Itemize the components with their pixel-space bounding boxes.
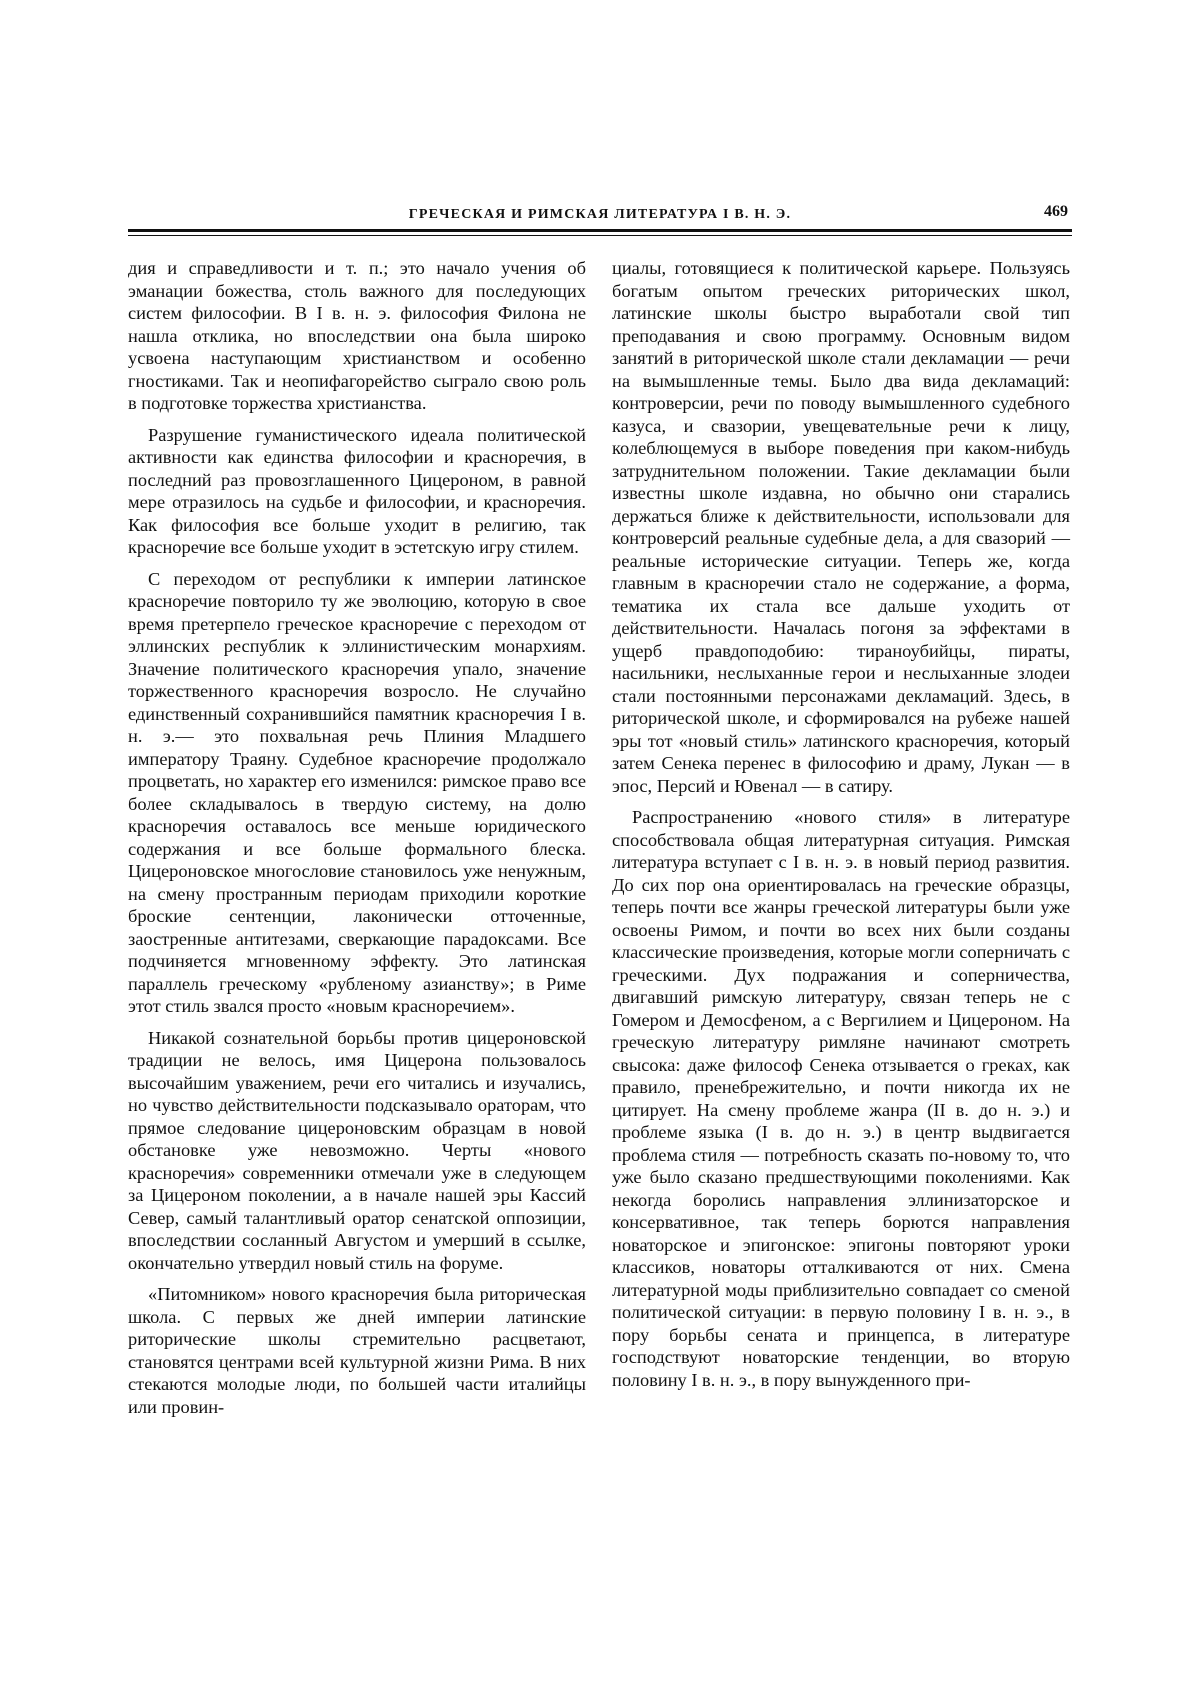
paragraph: циалы, готовящиеся к политической карьере. Пользуясь богатым опытом греческих риторических школ, латинские школы быстро выработали свой тип преподавания и свою программу. Основным видом занятий в риторической школе стали декламации — речи на вымышленные темы. Было два вида декламаций: контроверсии, речи по поводу вымышленного судебного казуса, и свазории, увещевательные речи к лицу, колеблющемуся в выборе поведения при каком-нибудь затруднительном положении. Такие декламации были известны школе издавна, но обычно они старались держаться ближе к действительности, использовали для контроверсий реальные судебные дела, а для свазорий — реальные исторические ситуации. Теперь же, когда главным в красноречии стало не содержание, а форма, тематика их стала все дальше уходить от действительности. Началась погоня за эффектами в ущерб правдоподобию: тираноубийцы, пираты, насильники, неслыханные герои и неслыханные злодеи стали постоянными персонажами декламаций. Здесь, в риторической школе, и сформировался на рубеже нашей эры тот «новый стиль» латинского красноречия, который затем Сенека перенес в философию и драму, Лукан — в эпос, Персий и Ювенал — в сатиру. — [612, 258, 1070, 796]
right-column — [612, 257, 1070, 1400]
paragraph: «Питомником» нового красноречия была риторическая школа. С первых же дней империи латинские риторические школы стремительно расцветают, становятся центрами всей культурной жизни Рима. В них стекаются молодые люди, по большей части италийцы или провин- — [128, 1284, 586, 1417]
paragraph: Никакой сознательной борьбы против цицероновской традиции не велось, имя Цицерона пользовалось высочайшим уважением, речи его читались и изучались, но чувство действительности подсказывало ораторам, что прямое следование цицероновским образцам в новой обстановке уже невозможно. Черты «нового красноречия» современники отмечали уже в следующем за Цицероном поколении, а в начале нашей эры Кассий Север, самый талантливый оратор сенатской оппозиции, впоследствии сосланный Августом и умерший в ссылке, окончательно утвердил новый стиль на форуме. — [128, 1027, 586, 1273]
running-title: ГРЕЧЕСКАЯ И РИМСКАЯ ЛИТЕРАТУРА I В. Н. Э. — [408, 207, 792, 222]
left-column — [128, 257, 586, 1427]
paragraph: дия и справедливости и т. п.; это начало учения об эманации божества, столь важного для последующих систем философии. В I в. н. э. философия Филона не нашла отклика, но впоследствии она была широко усвоена наступающим христианством и особенно гностиками. Так и неопифагорейство сыграло свою роль в подготовке торжества христианства. — [128, 258, 586, 413]
header-rule-thick — [128, 229, 1072, 232]
header-rule-thin — [128, 235, 1072, 236]
page-header — [128, 205, 1072, 227]
paragraph: Разрушение гуманистического идеала политической активности как единства философии и красноречия, в последний раз провозглашенного Цицероном, в равной мере отразилось на судьбе и философии, и красноречия. Как философия все больше уходит в религию, так красноречие все больше уходит в эстетскую игру стилем. — [128, 424, 586, 557]
paragraph: С переходом от республики к империи латинское красноречие повторило ту же эволюцию, которую в свое время претерпело греческое красноречие с переходом от эллинских республик к эллинистическим монархиям. Значение политического красноречия упало, значение торжественного красноречия возросло. Не случайно единственный сохранившийся памятник красноречия I в. н. э.— это похвальная речь Плиния Младшего императору Траяну. Судебное красноречие продолжало процветать, но характер его изменился: римское право все более складывалось в твердую систему, на долю красноречия оставалось все меньше юридического содержания и все больше формального блеска. Цицероновское многословие становилось уже ненужным, на смену пространным периодам приходили короткие броские сентенции, лаконически отточенные, заостренные антитезами, сверкающие парадоксами. Все подчиняется мгновенному эффекту. Это латинская параллель греческому «рубленому азианству»; в Риме этот стиль звался просто «новым красноречием». — [128, 568, 586, 1016]
page-number: 469 — [1044, 203, 1068, 220]
paragraph: Распространению «нового стиля» в литературе способствовала общая литературная ситуация. Римская литература вступает с I в. н. э. в новый период развития. До сих пор она ориентировалась на греческие образцы, теперь почти все жанры греческой литературы были уже освоены Римом, и почти во всех них были созданы классические произведения, которые могли соперничать с греческими. Дух подражания и соперничества, двигавший римскую литературу, связан теперь не с Гомером и Демосфеном, а с Вергилием и Цицероном. На греческую литературу римляне начинают смотреть свысока: даже философ Сенека отзывается о греках, как правило, пренебрежительно, и почти никогда их не цитирует. На смену проблеме жанра (II в. до н. э.) и проблеме языка (I в. до н. э.) в центр выдвигается проблема стиля — потребность сказать по-новому то, что уже было сказано предшествующими поколениями. Как некогда боролись направления эллинизаторское и консервативное, так теперь борются направления новаторское и эпигонское: эпигоны повторяют уроки классиков, новаторы отталкиваются от них. Смена литературной моды приблизительно совпадает со сменой политической ситуации: в первую половину I в. н. э., в пору борьбы сената и принцепса, в литературе господствуют новаторские тенденции, во вторую половину I в. н. э., в пору вынужденного при- — [612, 807, 1070, 1390]
